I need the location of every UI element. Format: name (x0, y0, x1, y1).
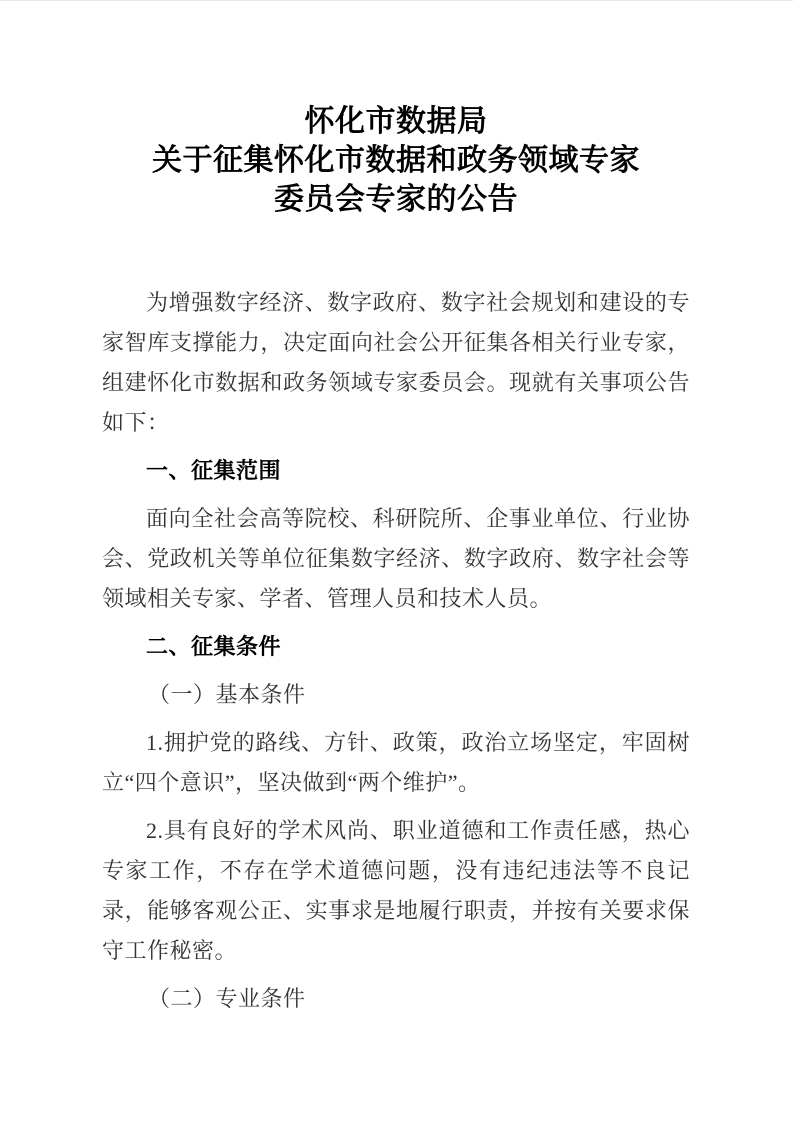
scope-paragraph: 面向全社会高等院校、科研院所、企事业单位、行业协会、党政机关等单位征集数字经济、数字政府、数字社会等领域相关专家、学者、管理人员和技术人员。 (102, 506, 690, 611)
subsection-heading-professional-conditions: （二）专业条件 (148, 986, 306, 1011)
subsection-heading-basic-conditions: （一）基本条件 (148, 682, 306, 707)
section-heading-conditions: 二、征集条件 (146, 634, 282, 659)
condition-paragraph-1: 1.拥护党的路线、方针、政策，政治立场坚定，牢固树立“四个意识”，坚决做到“两个维护”。 (102, 730, 690, 795)
section-heading-scope: 一、征集范围 (146, 458, 282, 483)
document-title (102, 102, 690, 219)
condition-paragraph-2: 2.具有良好的学术风尚、职业道德和工作责任感，热心专家工作，不存在学术道德问题，没有违纪违法等不良记录，能够客观公正、实事求是地履行职责，并按有关要求保守工作秘密。 (102, 818, 690, 963)
title-line-3: 委员会专家的公告 (274, 183, 518, 216)
title-line-1: 怀化市数据局 (304, 105, 488, 138)
title-line-2: 关于征集怀化市数据和政务领域专家 (152, 144, 640, 177)
intro-paragraph: 为增强数字经济、数字政府、数字社会规划和建设的专家智库支撑能力，决定面向社会公开征集各相关行业专家，组建怀化市数据和政务领域专家委员会。现就有关事项公告如下： (102, 290, 690, 435)
